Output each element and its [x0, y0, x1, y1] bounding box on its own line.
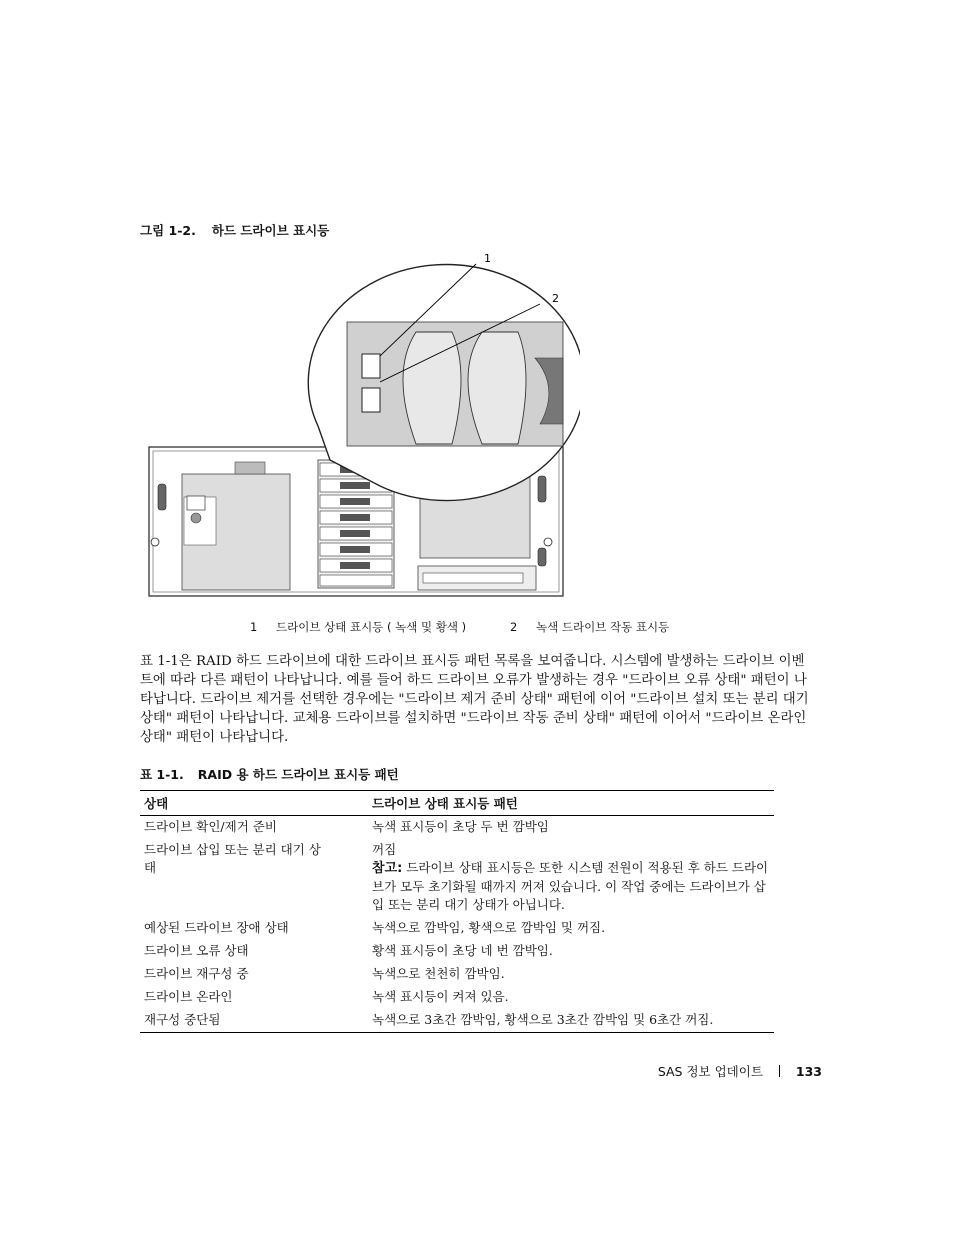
note: 참고: 드라이브 상태 표시등은 또한 시스템 전원이 적용된 후 하드 드라이브가 모두 초기화될 때까지 꺼져 있습니다. 이 작업 중에는 드라이브가 삽입 또는 분리 대기 상태가 아닙니다.: [372, 860, 769, 912]
callout-1: 1: [484, 252, 491, 265]
table-row: 드라이브 오류 상태 황색 표시등이 초당 네 번 깜박임.: [144, 943, 553, 958]
figure-label: 그림 1-2.: [140, 223, 196, 238]
table-caption: [140, 765, 399, 783]
figure-legend-item-1: 1 드라이브 상태 표시등 ( 녹색 및 황색 ): [250, 620, 467, 634]
table-row: 재구성 중단됨 녹색으로 3초간 깜박임, 황색으로 3초간 깜박임 및 6초간 꺼짐.: [144, 1012, 714, 1027]
header-state: 상태: [144, 796, 169, 811]
table-row: 드라이브 재구성 중 녹색으로 천천히 깜박임.: [144, 966, 505, 981]
page-footer: [560, 1062, 822, 1080]
led-pattern-table: [140, 790, 774, 1033]
table-header: [140, 791, 774, 816]
header-pattern: 드라이브 상태 표시등 패턴: [372, 796, 518, 811]
page-number: 133: [795, 1064, 822, 1079]
figure-title: 하드 드라이브 표시등: [211, 223, 330, 238]
body-paragraph: 표 1-1은 RAID 하드 드라이브에 대한 드라이브 표시등 패턴 목록을 보여줍니다. 시스템에 발생하는 드라이브 이벤트에 따라 다른 패턴이 나타납니다. 예를 들어 하드 드라이브 오류가 발생하는 경우 "드라이브 오류 상태" 패턴이 나타납니다. 드라이브 제거를 선택한 경우에는 "드라이브 제거 준비 상태" 패턴에 이어 "드라이브 설치 또는 분리 대기 상태" 패턴이 나타납니다. 교체용 드라이브를 설치하면 "드라이브 작동 준비 상태" 패턴에 이어서 "드라이브 온라인 상태" 패턴이 나타납니다.: [140, 654, 809, 745]
footer-section: SAS 정보 업데이트: [657, 1064, 763, 1079]
table-row: 드라이브 삽입 또는 분리 대기 상태 꺼짐 참고: 드라이브 상태 표시등은 또한 시스템 전원이 적용된 후 하드 드라이브가 모두 초기화될 때까지 꺼져 있습니다. 이 작업 중에는 드라이브가 삽입 또는 분리 대기 상태가 아닙니다.: [144, 842, 769, 912]
figure-caption: [140, 221, 329, 239]
table-row: 드라이브 확인/제거 준비 녹색 표시등이 초당 두 번 깜박임: [144, 819, 549, 834]
table-row: 예상된 드라이브 장애 상태 녹색으로 깜박임, 황색으로 깜박임 및 꺼짐.: [144, 920, 606, 935]
table-label: 표 1-1.: [140, 767, 184, 782]
table-row: 드라이브 온라인 녹색 표시등이 켜져 있음.: [144, 989, 509, 1004]
figure-legend-item-2: 2 녹색 드라이브 작동 표시등: [510, 620, 670, 634]
callout-2: 2: [552, 292, 559, 305]
hard-drive-indicator-figure: [140, 248, 580, 604]
footer-divider: [779, 1065, 780, 1077]
table-title: RAID 용 하드 드라이브 표시등 패턴: [197, 767, 399, 782]
